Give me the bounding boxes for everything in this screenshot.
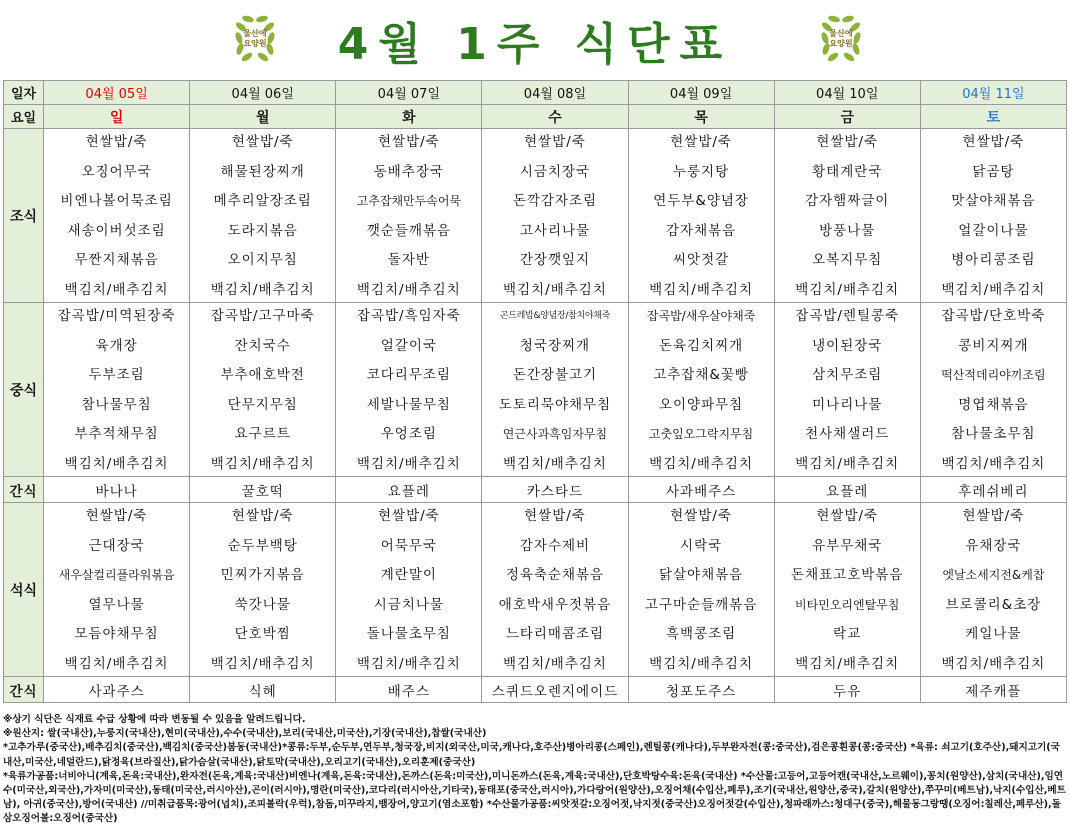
weekday-row <box>4 105 1067 129</box>
menu-item: 비엔나볼어묵조림 <box>60 193 173 210</box>
menu-item: 참나물무침 <box>81 396 152 413</box>
menu-item: 냉이된장국 <box>812 337 883 354</box>
menu-item: 돈간장불고기 <box>512 367 598 384</box>
weekday-cell: 화 <box>336 105 482 129</box>
menu-item: 쑥갓나물 <box>234 596 291 613</box>
menu-item: 백김치/배추김치 <box>941 455 1046 472</box>
breakfast-cell <box>774 129 920 303</box>
menu-item: 잔치국수 <box>234 337 291 354</box>
menu-item: 백김치/배추김치 <box>64 655 169 672</box>
menu-item: 도토리묵야채무침 <box>498 396 612 413</box>
menu-item: 씨앗젓갈 <box>673 252 730 269</box>
menu-item: 계란말이 <box>380 567 437 584</box>
menu-item: 민찌가지볶음 <box>220 567 305 584</box>
menu-item: 깻순들깨볶음 <box>366 222 451 239</box>
menu-item: 미나리나물 <box>812 396 883 413</box>
menu-item: 요구르트 <box>234 426 291 443</box>
menu-item: 백김치/배추김치 <box>356 655 461 672</box>
weekday-label: 요일 <box>4 105 44 129</box>
menu-item: 브로콜리&초장 <box>945 596 1042 613</box>
menu-item: 돈육김치찌개 <box>658 337 744 354</box>
lunch-label: 중식 <box>4 303 44 477</box>
menu-item: 현쌀밥/죽 <box>524 508 586 524</box>
menu-item: 무짠지채볶음 <box>74 252 159 269</box>
menu-item: 감자햄짜글이 <box>805 193 890 210</box>
menu-item: 돌나물초무침 <box>366 626 451 643</box>
origin-ingredients-text: *고추가루(중국산),배추김치(중국산),백김치(중국산)봄동(국내산)*콩류:두부,순두부,연두부,청국장,비지(외국산,미국,캐나다,호주산)병아리콩(스페인),렌틸콩(캐나다),두부완자전(콩:중국산),검은콩흰콩(콩:중국산) *육류: 쇠고기(호주산),돼지고기(국내산,미국산,네덜란드),닭정육(브라질산),닭가슴살(국내산),닭토막(국내산),오리고기(국내산),오리훈제(중국산) <box>3 742 1060 768</box>
dinner-cell <box>44 503 190 677</box>
menu-item: 단무지무침 <box>227 396 298 413</box>
snack-cell: 요플레 <box>336 477 482 503</box>
menu-item: 고추잡채&꽃빵 <box>653 367 749 384</box>
notice-text: ※상기 식단은 식재료 수급 상황에 따라 변동될 수 있음을 알려드립니다. <box>3 714 306 725</box>
breakfast-cell <box>336 129 482 303</box>
menu-item: 맛살야채볶음 <box>951 193 1036 210</box>
svg-text:울산에: 울산에 <box>243 29 267 38</box>
meal-plan-table <box>3 80 1067 703</box>
menu-item: 오복지무침 <box>812 252 883 269</box>
date-cell: 04월 08일 <box>482 81 628 105</box>
weekday-cell: 수 <box>482 105 628 129</box>
menu-item: 애호박새우젓볶음 <box>498 596 612 613</box>
menu-item: 현쌀밥/죽 <box>85 134 148 150</box>
menu-item: 백김치/배추김치 <box>210 455 315 472</box>
menu-item: 두부조림 <box>88 367 145 384</box>
menu-item: 백김치/배추김치 <box>64 455 169 472</box>
date-label: 일자 <box>4 81 44 105</box>
date-cell: 04월 09일 <box>628 81 774 105</box>
breakfast-row <box>4 129 1067 303</box>
menu-item: 잡곡밥/단호박죽 <box>941 308 1046 324</box>
menu-item: 연두부&양념장 <box>653 193 749 210</box>
menu-item: 순두부백탕 <box>227 537 298 554</box>
snack-cell: 바나나 <box>44 477 190 503</box>
origin-processed-text: *육류가공품:너비아니(계육,돈육:국내산),완자전(돈육,계육:국내산)비엔나(계육,돈육:국내산),돈까스(돈육:미국산),미니돈까스(돈육,계육:국내산),단호박탕수육:돈육(국내산) *수산물:고등어,고등어캔(국내산,노르웨이),꽁치(원양산),삼치(국내산),임연수(미국산,외국산),가자미(미국산),동태(미국산,러시아산),곤이(러시아),명란(미국산),코다리(러시아산,기타국),동태포(중국산,러시아),가다랑어(원양산),오징어채(수입산,페루),조기(국내산,원양산,중국),갈치(원양산),쭈꾸미(베트남),낙지(수입산,베트남), 아귀(중국산),방어(국내산) //미취급품목:광어(넙치),조피볼락(우럭),참돔,미꾸라지,뱀장어,양고기(염소포함) *수산물가공품:씨앗젓갈:오징어젓,낙지젓(중국산)오징어젓갈(수입산),청파래까스:청대구(중국),해물동그랑땡(오징어:칠레산,페루산),돌삼오징어볼:오징어(중국산) <box>3 770 1066 825</box>
menu-item: 해물된장찌개 <box>220 163 305 180</box>
menu-item: 백김치/배추김치 <box>649 655 754 672</box>
dinner-cell <box>628 503 774 677</box>
svg-text:울산에: 울산에 <box>829 29 853 38</box>
menu-item: 돈채표고호박볶음 <box>791 567 904 584</box>
date-cell: 04월 06일 <box>190 81 336 105</box>
menu-item: 감자수제비 <box>519 537 591 554</box>
weekday-cell: 일 <box>44 105 190 129</box>
date-cell: 04월 10일 <box>774 81 920 105</box>
menu-item: 백김치/배추김치 <box>795 655 900 672</box>
weekday-cell: 월 <box>190 105 336 129</box>
menu-item: 감자채볶음 <box>665 222 737 239</box>
menu-item: 새우살컬리플라워볶음 <box>58 568 175 583</box>
dinner-cell <box>920 503 1066 677</box>
menu-item: 백김치/배추김치 <box>356 455 461 472</box>
menu-item: 열무나물 <box>88 596 145 613</box>
menu-item: 비타민오리엔탈무침 <box>795 597 900 612</box>
breakfast-cell <box>628 129 774 303</box>
date-row <box>4 81 1067 105</box>
menu-item: 어묵무국 <box>380 537 437 554</box>
menu-item: 백김치/배추김치 <box>941 655 1046 672</box>
breakfast-cell <box>920 129 1066 303</box>
breakfast-label: 조식 <box>4 129 44 303</box>
lunch-cell <box>482 303 628 477</box>
menu-item: 잡곡밥/고구마죽 <box>210 308 315 324</box>
menu-item: 부추적채무침 <box>74 426 159 443</box>
snack-cell: 요플레 <box>774 477 920 503</box>
breakfast-cell <box>482 129 628 303</box>
snack2-cell: 두유 <box>774 677 920 703</box>
menu-item: 현쌀밥/죽 <box>231 134 294 150</box>
dinner-label: 석식 <box>4 503 44 677</box>
snack2-cell: 배주스 <box>336 677 482 703</box>
menu-item: 백김치/배추김치 <box>503 455 607 472</box>
menu-item: 도라지볶음 <box>227 222 298 239</box>
menu-item: 방풍나물 <box>819 222 876 239</box>
menu-item: 단호박찜 <box>234 626 291 643</box>
menu-item: 백김치/배추김치 <box>64 281 169 298</box>
menu-item: 시금치장국 <box>519 163 591 180</box>
date-cell: 04월 07일 <box>336 81 482 105</box>
date-cell: 04월 11일 <box>920 81 1066 105</box>
menu-item: 백김치/배추김치 <box>795 455 900 472</box>
menu-item: 부추애호박전 <box>220 367 305 384</box>
menu-item: 돌자반 <box>387 252 430 269</box>
snack2-cell: 청포도주스 <box>628 677 774 703</box>
menu-item: 시금치나물 <box>373 596 444 613</box>
menu-item: 고구마순들깨볶음 <box>644 596 758 613</box>
lunch-cell <box>920 303 1066 477</box>
menu-item: 동배추장국 <box>373 163 444 180</box>
snack-row <box>4 477 1067 503</box>
snack-cell: 꿀호떡 <box>190 477 336 503</box>
weekday-cell: 금 <box>774 105 920 129</box>
menu-item: 돈깍감자조림 <box>512 193 598 210</box>
menu-item: 고춧잎오그락지무침 <box>648 427 754 442</box>
menu-item: 육개장 <box>95 337 138 354</box>
menu-item: 천사채샐러드 <box>805 426 890 443</box>
weekday-cell: 목 <box>628 105 774 129</box>
snack2-row <box>4 677 1067 703</box>
menu-item: 우엉조림 <box>380 426 437 443</box>
menu-item: 닭곰탕 <box>972 163 1015 180</box>
menu-item: 케일나물 <box>965 626 1022 643</box>
lunch-cell <box>774 303 920 477</box>
menu-item: 명엽채볶음 <box>958 396 1029 413</box>
menu-item: 누룽지탕 <box>673 163 730 180</box>
menu-item: 간장깻잎지 <box>519 252 591 269</box>
menu-item: 황태계란국 <box>812 163 883 180</box>
menu-item: 유채장국 <box>965 537 1022 554</box>
menu-item: 백김치/배추김치 <box>356 281 461 298</box>
lunch-row <box>4 303 1067 477</box>
menu-item: 참나물초무침 <box>951 426 1036 443</box>
snack-cell: 카스타드 <box>482 477 628 503</box>
menu-item: 흑백콩조림 <box>665 626 737 643</box>
lunch-cell <box>628 303 774 477</box>
menu-item: 유부무채국 <box>812 537 883 554</box>
menu-item: 현쌀밥/죽 <box>231 508 294 524</box>
svg-text:요양원: 요양원 <box>829 39 853 48</box>
menu-item: 백김치/배추김치 <box>210 281 315 298</box>
menu-item: 백김치/배추김치 <box>795 281 900 298</box>
menu-item: 현쌀밥/죽 <box>962 508 1025 524</box>
breakfast-cell <box>190 129 336 303</box>
snack2-cell: 제주캐플 <box>920 677 1066 703</box>
dinner-cell <box>336 503 482 677</box>
snack2-label: 간식 <box>4 677 44 703</box>
menu-item: 현쌀밥/죽 <box>524 134 586 150</box>
menu-item: 삼치무조림 <box>812 367 883 384</box>
menu-item: 정육축순채볶음 <box>505 567 605 584</box>
menu-item: 코다리무조림 <box>366 367 451 384</box>
menu-item: 현쌀밥/죽 <box>962 134 1025 150</box>
menu-item: 백김치/배추김치 <box>649 281 754 298</box>
menu-item: 청국장찌개 <box>519 337 591 354</box>
menu-item: 새송이버섯조림 <box>67 222 166 239</box>
menu-item: 연근사과흑임자무침 <box>502 427 608 442</box>
leaf-wreath-logo-icon <box>813 8 869 64</box>
menu-item: 백김치/배추김치 <box>503 655 607 672</box>
lunch-cell <box>190 303 336 477</box>
menu-item: 오이지무침 <box>227 252 298 269</box>
menu-item: 현쌀밥/죽 <box>816 508 879 524</box>
date-cell: 04월 05일 <box>44 81 190 105</box>
menu-item: 잡곡밥/렌틸콩죽 <box>795 308 900 324</box>
dinner-row <box>4 503 1067 677</box>
lunch-cell <box>336 303 482 477</box>
menu-item: 현쌀밥/죽 <box>377 508 440 524</box>
menu-item: 백김치/배추김치 <box>503 281 607 298</box>
snack2-cell: 사과주스 <box>44 677 190 703</box>
menu-item: 모듬야채무침 <box>74 626 159 643</box>
snack-cell: 후레쉬베리 <box>920 477 1066 503</box>
menu-item: 현쌀밥/죽 <box>670 134 732 150</box>
menu-item: 잡곡밥/미역된장죽 <box>57 308 176 324</box>
dinner-cell <box>774 503 920 677</box>
origin-grains-text: ※원산지: 쌀(국내산),누룽지(국내산),현미(국내산),수수(국내산),보리(국내산,미국산),기장(국내산),찹쌀(국내산) <box>3 728 487 740</box>
header <box>0 0 1070 80</box>
menu-item: 고추잡채만두속어묵 <box>356 194 462 209</box>
menu-item: 엣날소세지전&케찹 <box>942 568 1045 583</box>
menu-item: 얼갈이나물 <box>958 222 1029 239</box>
footnotes <box>3 713 1067 827</box>
menu-item: 세발나물무침 <box>366 396 451 413</box>
svg-text:요양원: 요양원 <box>243 39 267 48</box>
menu-item: 백김치/배추김치 <box>210 655 315 672</box>
menu-item: 곤드레밥&양념장/참치야채죽 <box>499 311 611 321</box>
breakfast-cell <box>44 129 190 303</box>
menu-item: 근대장국 <box>88 537 145 554</box>
menu-item: 오이양파무침 <box>658 396 744 413</box>
menu-item: 시락국 <box>680 537 723 554</box>
menu-item: 현쌀밥/죽 <box>85 508 148 524</box>
snack-cell: 사과배주스 <box>628 477 774 503</box>
weekday-cell: 토 <box>920 105 1066 129</box>
lunch-cell <box>44 303 190 477</box>
menu-item: 병아리콩조림 <box>951 252 1036 269</box>
menu-item: 현쌀밥/죽 <box>670 508 732 524</box>
menu-item: 떡산적데리야끼조림 <box>941 368 1046 383</box>
menu-item: 현쌀밥/죽 <box>377 134 440 150</box>
page-title: 4월 1주 식단표 <box>337 19 733 70</box>
menu-item: 백김치/배추김치 <box>649 455 754 472</box>
menu-item: 백김치/배추김치 <box>941 281 1046 298</box>
dinner-cell <box>190 503 336 677</box>
menu-item: 고사리나물 <box>519 222 591 239</box>
menu-item: 잡곡밥/새우살야채죽 <box>646 309 756 323</box>
menu-item: 오징어무국 <box>81 163 152 180</box>
menu-item: 메추리알장조림 <box>213 193 312 210</box>
snack2-cell: 스퀴드오렌지에이드 <box>482 677 628 703</box>
menu-item: 락교 <box>833 626 862 643</box>
menu-item: 얼갈이국 <box>380 337 437 354</box>
snack-label: 간식 <box>4 477 44 503</box>
menu-item: 잡곡밥/흑임자죽 <box>356 308 461 324</box>
snack2-cell: 식혜 <box>190 677 336 703</box>
menu-item: 닭살야채볶음 <box>658 567 744 584</box>
dinner-cell <box>482 503 628 677</box>
menu-item: 현쌀밥/죽 <box>816 134 879 150</box>
menu-item: 느타리매콤조림 <box>505 626 605 643</box>
menu-item: 콩비지찌개 <box>958 337 1029 354</box>
